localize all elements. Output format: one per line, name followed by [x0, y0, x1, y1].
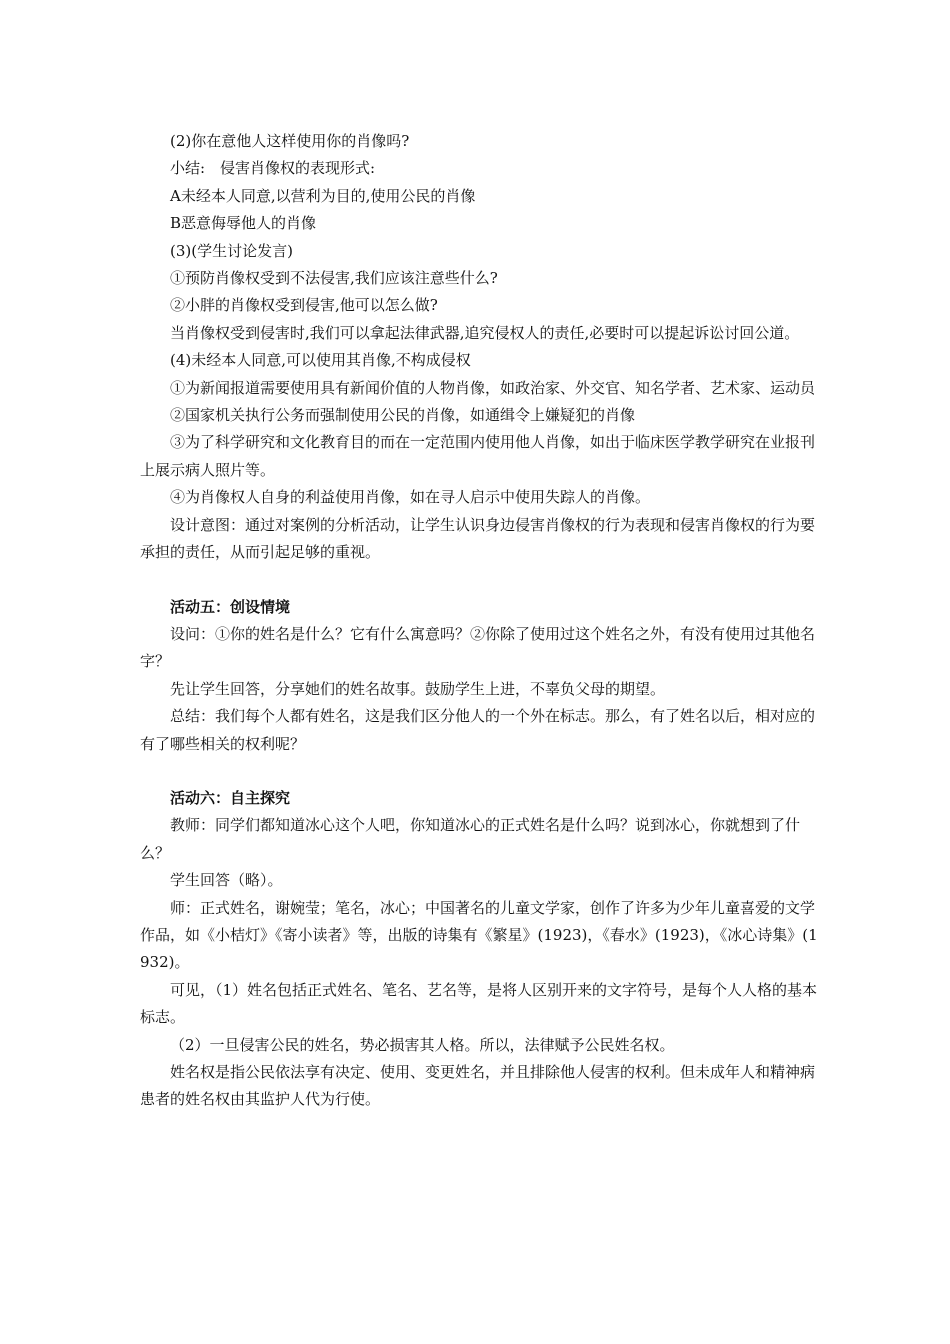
paragraph: 设问：①你的姓名是什么？它有什么寓意吗？②你除了使用过这个姓名之外，有没有使用过其他名字？: [140, 624, 816, 671]
paragraph: ②国家机关执行公务而强制使用公民的肖像，如通缉令上嫌疑犯的肖像: [170, 406, 636, 425]
paragraph: （2）一旦侵害公民的姓名，势必损害其人格。所以，法律赋予公民姓名权。: [170, 1035, 675, 1054]
paragraph: 师：正式姓名，谢婉莹；笔名，冰心；中国著名的儿童文学家，创作了许多为少年儿童喜爱的文学作品，如《小桔灯》《寄小读者》等，出版的诗集有《繁星》(1923)，《春水》(1923)，《冰心诗集》(1932)。: [140, 898, 818, 972]
paragraph: 设计意图：通过对案例的分析活动，让学生认识身边侵害肖像权的行为表现和侵害肖像权的行为要承担的责任，从而引起足够的重视。: [140, 515, 816, 562]
document-body: [140, 128, 820, 1114]
paragraph: ③为了科学研究和文化教育目的而在一定范围内使用他人肖像，如出于临床医学教学研究在业报刊上展示病人照片等。: [140, 433, 816, 479]
spacer: [140, 567, 820, 594]
paragraph: 小结: 侵害肖像权的表现形式:: [170, 159, 376, 178]
paragraph: ①为新闻报道需要使用具有新闻价值的人物肖像，如政治家、外交官、知名学者、艺术家、运动员: [170, 378, 816, 397]
paragraph: 当肖像权受到侵害时,我们可以拿起法律武器,追究侵权人的责任,必要时可以提起诉讼讨回公道。: [170, 323, 800, 342]
spacer: [140, 758, 820, 785]
paragraph: 教师：同学们都知道冰心这个人吧，你知道冰心的正式姓名是什么吗？说到冰心，你就想到了什么？: [140, 816, 801, 862]
paragraph: 姓名权是指公民依法享有决定、使用、变更姓名，并且排除他人侵害的权利。但未成年人和精神病患者的姓名权由其监护人代为行使。: [140, 1063, 816, 1109]
paragraph: (3)(学生讨论发言): [170, 241, 293, 260]
paragraph: ①预防肖像权受到不法侵害,我们应该注意些什么?: [170, 269, 498, 288]
section-heading: 活动六：自主探究: [170, 788, 291, 807]
paragraph: 先让学生回答，分享她们的姓名故事。鼓励学生上进，不辜负父母的期望。: [170, 679, 666, 698]
paragraph: 可见，（1）姓名包括正式姓名、笔名、艺名等，是将人区别开来的文字符号，是每个人人格的基本标志。: [140, 980, 818, 1027]
section-heading: 活动五：创设情境: [170, 597, 291, 616]
paragraph: 总结：我们每个人都有姓名，这是我们区分他人的一个外在标志。那么，有了姓名以后，相对应的有了哪些相关的权利呢？: [140, 707, 816, 753]
paragraph: ②小胖的肖像权受到侵害,他可以怎么做?: [170, 296, 438, 315]
paragraph: (2)你在意他人这样使用你的肖像吗?: [170, 132, 410, 150]
paragraph: B恶意侮辱他人的肖像: [170, 214, 317, 233]
paragraph: ④为肖像权人自身的利益使用肖像，如在寻人启示中使用失踪人的肖像。: [170, 488, 651, 507]
paragraph: (4)未经本人同意,可以使用其肖像,不构成侵权: [170, 351, 471, 370]
paragraph: A未经本人同意,以营利为目的,使用公民的肖像: [170, 186, 476, 205]
paragraph: 学生回答（略）。: [170, 871, 283, 890]
